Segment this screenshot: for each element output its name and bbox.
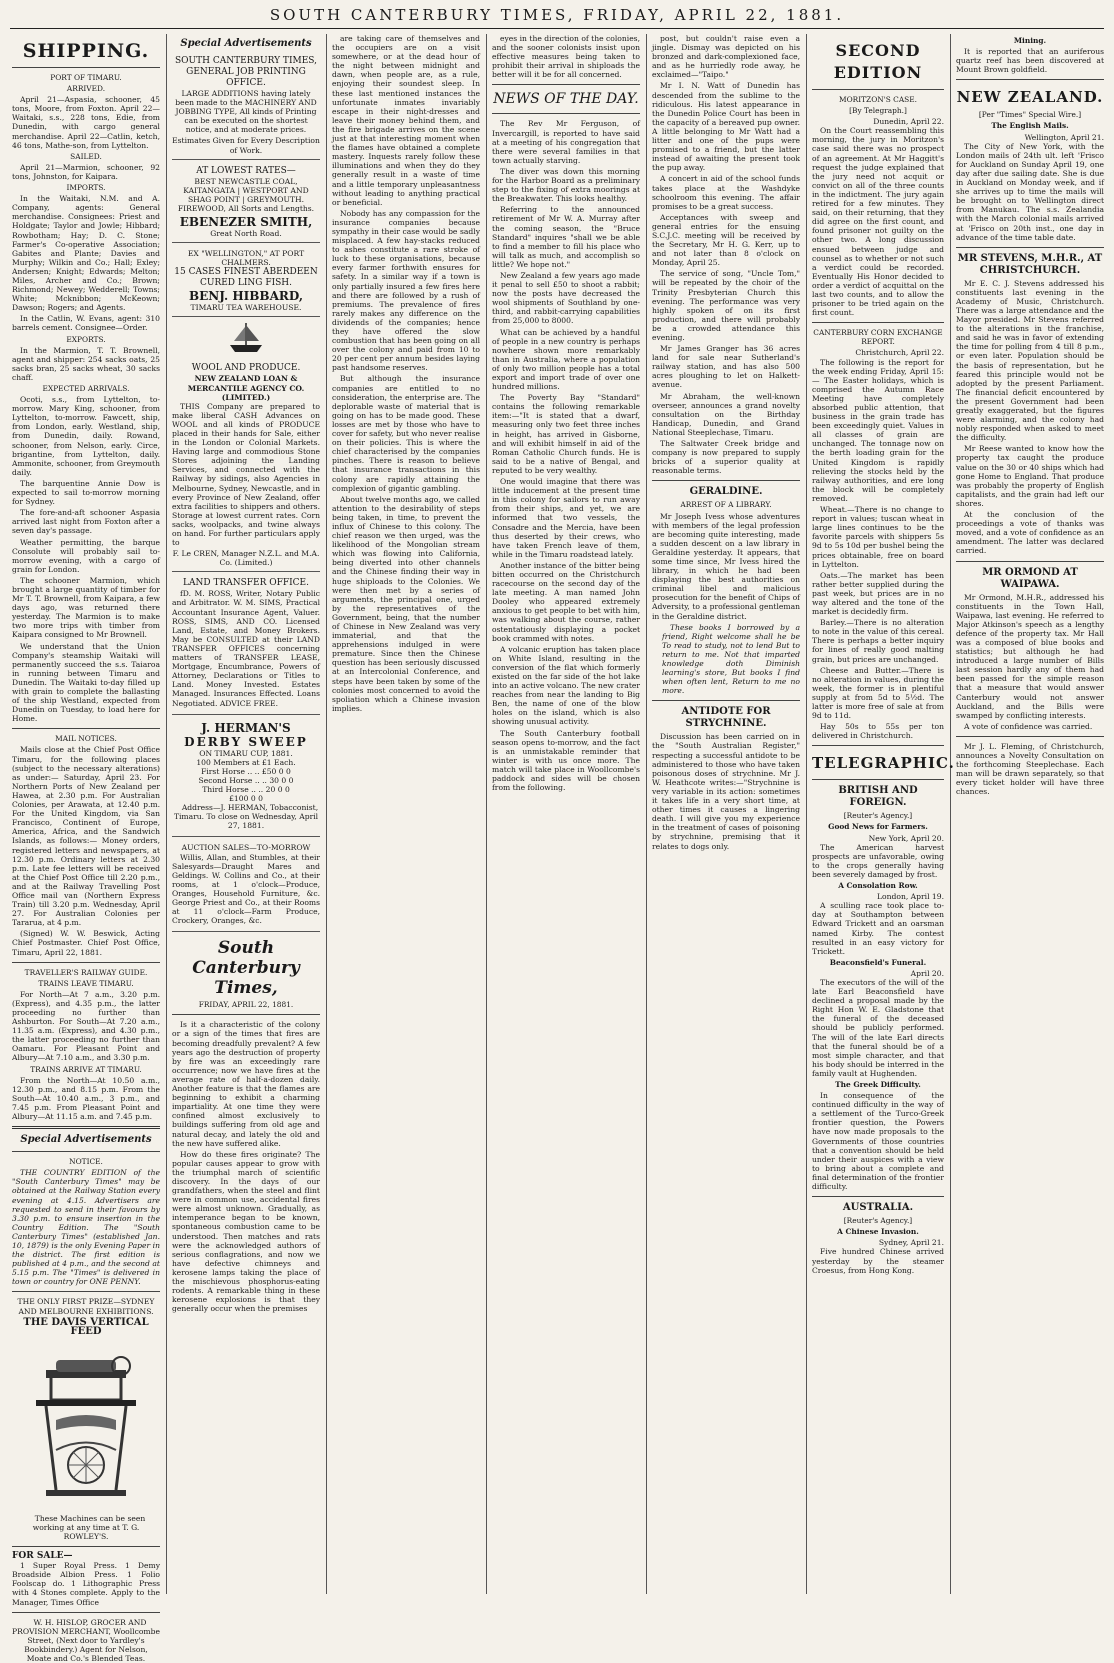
divider	[652, 700, 800, 701]
australia-heading: AUSTRALIA.	[842, 1202, 914, 1214]
leader-paragraph: About twelve months ago, we called attention to the desirability of steps being taken, in time, to prevent the influx of Chinese to this colony. The chief reason we then urged, was the likelihood of the Mongolian stream which was flowing into California, being diverted into other channels and the Chinese finding their way in huge shiploads to the Colonies. We were then met by a series of arguments, the principal one, urged by the representatives of the Government, being, that the number of Chinese in New Zealand was very immaterial, and that the apprehensions indulged in were premature. Since then the Chinese question has been seriously discussed at an Intercolonial Conference, and steps have been taken by some of the colonies most concerned to avoid the spoliation which a Chinese invasion implies.	[332, 494, 480, 713]
news-paragraph: The Poverty Bay "Standard" contains the following remarkable item:—"It is stated that a dwarf, measuring only two feet three inches in height, has arrived in Gisborne, and will exhibit himself in aid of the Roman Catholic Church funds. He is said to be a native of Bengal, and reputed to be very wealthy.	[492, 393, 640, 475]
nzlma-title: NEW ZEALAND LOAN & MERCANTILE AGENCY CO. (LIMITED.)	[187, 374, 305, 402]
news-paragraph: A concert in aid of the school funds takes place at the Washdyke schoolroom this evening. The affair promises to be a great success.	[652, 174, 800, 211]
auction-heading: AUCTION SALES—TO-MORROW	[181, 843, 311, 853]
prize-line: First Horse .. .. £50 0 0	[201, 766, 291, 776]
wool-heading: WOOL AND PRODUCE.	[191, 363, 301, 374]
job-printing-ad	[172, 52, 320, 160]
land-text: fD. M. ROSS, Writer, Notary Public and Arbitrator. W. M. SIMS, Practical Accountant Insurance Agent, Valuer. ROSS, SIMS, AND CO. Licensed Land, Estate, and Money Brokers. May be CONSULTED at their LAND TRANSFER OFFICES concerning matters of TRANSFER LEASE, Mortgage, Encumbrance, Powers of Attorney, Declarations or Titles to Land. Money Invested. Estates Managed. Insurances Effected. Loans Negotiated. ADVICE FREE.	[172, 589, 320, 708]
column-divider	[950, 34, 951, 1594]
dateline: April 20.	[910, 968, 944, 978]
leader-paragraph: But although the insurance companies are entitled to no consideration, the enterprise are. The deplorable waste of material that is going on has to be made good. These losses are met by those who have to cover for safety, but who never realise on their policies. This is where the chief characterised by the companies pinches. There is reason to believe that insurance transactions in this colony are rapidly attaining the complexion of gigantic gambling.	[332, 374, 480, 493]
rail-leave-text: For North—At 7 a.m., 3.20 p.m. (Express), and 4.35 p.m., the latter proceeding no further than Ashburton. For South—At 7.20 a.m., 11.35 a.m. (Express), and 4.30 p.m., the latter proceeding no further than Oamaru. For Pleasant Point and Albury—At 7.10 a.m., and 3.30 p.m.	[12, 989, 160, 1063]
davis-title: THE DAVIS VERTICAL FEED	[23, 1316, 149, 1337]
special-ads-heading: Special Advertisements	[20, 1134, 152, 1146]
news-paragraph: The diver was down this morning for the Harbor Board as a preliminary step to the fixing of extra moorings at the Breakwater. This looks healthy.	[492, 166, 640, 204]
dateline: Sydney, April 21.	[878, 1238, 944, 1248]
imports-heading: IMPORTS.	[66, 183, 106, 193]
corn-text: Oats.—The market has been rather better supplied during the past week, but prices are in no way altered and the tone of the market is decidedly firm.	[812, 570, 944, 617]
news-paragraph: Referring to the announced retirement of Mr W. A. Murray after the coming season, the "Bruce Standard" inquires "shall we be able to find a member to fill his place who will talk as much, and accomplish so little? We hope not."	[492, 205, 640, 269]
geraldine-text: Mr Joseph Ivess whose adventures with members of the legal profession are becoming quite interesting, made a sudden descent on a law library in Geraldine yesterday. It appears, that some time since, Mr Ivess hired the library, in which he had been displaying the best authorities on criminal libel and malicious prosecution for the benefit of Chips of Adversity, to a professional gentleman in the Geraldine district.	[652, 511, 800, 621]
dateline: New York, April 20.	[868, 833, 944, 843]
corn-text: Hay 50s to 55s per ton delivered in Christchurch.	[812, 722, 944, 741]
news-paragraph: Acceptances with sweep and general entries for the ensuing S.C.J.C. meeting will be received by the Secretary, Mr H. G. Kerr, up to and not later than 8 o'clock on Monday, April 25.	[652, 212, 800, 268]
prize-line: Second Horse .. .. 30 0 0	[198, 775, 294, 785]
ling-fish-ad	[172, 245, 320, 317]
port-heading: PORT OF TIMARU.	[50, 73, 122, 82]
divider	[812, 779, 944, 780]
dateline: Wellington, April 21.	[1024, 132, 1104, 142]
stevens-text: At the conclusion of the proceedings a vote of thanks was moved, and a vote of confidence as an amendment. The latter was declared carried.	[956, 510, 1104, 556]
column-divider	[486, 34, 487, 1594]
ormond-text: A vote of confidence was carried.	[964, 721, 1093, 731]
wool-ad	[172, 359, 320, 572]
strychnine-text: Discussion has been carried on in the "South Australian Register," respecting a successful antidote to be administered to those who have taken poisonous doses of strychnine. Mr J. W. Heathcote writes:—"Strychnine is very variable in its action: sometimes it takes life in a very short time, at other times it causes a lingering death. I will give you my experience in the treatment of cases of poisoning by strychnine, premising that it relates to dogs only.	[652, 732, 800, 851]
leader-paragraph: Nobody has any compassion for the insurance companies because sympathy in their case would be sadly misplaced. A few hay-stacks reduced to ashes constitute a rare stroke of luck to these organisations, because every farmer forthwith ensures for safety. In a similar way if a town is only partially insured a few fires here and there are followed by a rush of premiums. The prevalence of fires rarely makes any difference on the dividends of the companies; hence they have offered the slow combustion that has been going on all over the colony and paid from 10 to 20 per cent per annum besides laying past handsome reserves.	[332, 208, 480, 373]
stevens-text: Mr E. C. J. Stevens addressed his constituents last evening in the Academy of Music, Christchurch. There was a large attendance and the Mayor presided. Mr Stevens referred to the alterations in the franchise, and said he was in favor of extending the time for polling from 4 till 8 p.m., or even later. Population should be the basis of representation, but he feared this principle would not be adopted by the present Parliament. The financial deficit encountered by the present Government had been greatly exaggerated, but the figures were alarming, and the colony had nobly responded when asked to meet the difficulty.	[956, 278, 1104, 443]
special-wire-byline: [Per "Times" Special Wire.]	[978, 110, 1082, 120]
divider	[12, 1151, 160, 1152]
column-leader	[332, 34, 480, 1594]
corn-text: Cheese and Butter.—There is no alteration in values, during the week, the former is in plentiful supply at from 5d to 5½d. The latter is more free of sale at from 9d to 11d.	[812, 665, 944, 721]
land-heading: LAND TRANSFER OFFICE.	[183, 578, 309, 589]
divider	[492, 113, 640, 114]
mining-heading: Mining.	[1013, 36, 1047, 45]
auction-ad	[172, 839, 320, 932]
divider	[12, 1291, 160, 1292]
divider	[12, 728, 160, 729]
news-paragraph: Mr James Granger has 36 acres land for sale near Sutherland's railway station, and has also 500 acres ploughing to let on Halkett-avenue.	[652, 344, 800, 390]
row-text: A sculling race took place to-day at Southampton between Edward Trickett and an oarsman named Kirby. The contest resulted in an easy victory for Trickett.	[812, 901, 944, 956]
job-printing-estimates: Estimates Given for Every Description of Work.	[172, 136, 320, 155]
farmers-heading: Good News for Farmers.	[828, 822, 928, 832]
divider	[12, 962, 160, 963]
divider	[812, 745, 944, 746]
news-paragraph: The South Canterbury football season opens to-morrow, and the fact is an unmistakable reminder that winter is with us once more. The match will take place in Woollcombe's paddock and sides will be chosen from the following.	[492, 728, 640, 793]
derby-sweep-ad	[172, 717, 320, 838]
leader-paragraph: are taking care of themselves and the occupiers are on a visit somewhere, or at the dead hour of the night between midnight and dawn, when people are, as a rule, enjoying their soundest sleep. In these last mentioned instances the unfortunate inmates invariably escape in their night-dresses and leave their money behind them, and the fire brigade arrives on the scene just at that interesting moment when the flames have obtained a complete mastery. Inquests rarely follow these illuminations and when they do they generally result in a waste of time and a little temporary unpleasantness without leading to anything practical or beneficial.	[332, 34, 480, 207]
divider	[812, 322, 944, 323]
stevens-heading: MR STEVENS, M.H.R., AT CHRISTCHURCH.	[957, 252, 1103, 276]
news-paragraph: The service of song, "Uncle Tom," will be repeated by the choir of the Trinity Presbyterian Church this evening. The performance was very highly spoken of on its first production, and there will probably be a crowded attendance this evening.	[652, 269, 800, 342]
news-paragraph: The Rev Mr Ferguson, of Invercargill, is reported to have said at a meeting of his congregation that there were several families in that town actually starving.	[492, 119, 640, 165]
geraldine-heading: GERALDINE.	[689, 486, 763, 498]
nzlma-body: THIS Company are prepared to make liberal CASH Advances on WOOL and all kinds of PRODUCE placed in their hands for Sale, either in the London or Colonial Markets. Having large and commodious Stone Stores adjoining the Landing Services, and connected with the Railway by sidings, also Agencies in Melbourne, Sydney, Newcastle, and in every Province of New Zealand, offer extra facilities to shippers and others. Storage at lowest current rates. Corn sacks, woolpacks, and twine always on hand. For further particulars apply to	[172, 401, 320, 548]
prize-heading: THE ONLY FIRST PRIZE—SYDNEY AND MELBOURNE EXHIBITIONS.	[17, 1297, 155, 1316]
sale-text: 1 Super Royal Press. 1 Demy Broadside Albion Press. 1 Folio Foolscap do. 1 Lithographic Press with 4 Stones complete. Apply to the Manager, Times Office	[12, 1561, 160, 1607]
new-zealand-heading: NEW ZEALAND.	[956, 88, 1104, 107]
rail-heading: TRAVELLER'S RAILWAY GUIDE.	[24, 967, 148, 977]
expected-text: Ocoti, s.s., from Lyttelton, to-morrow. Mary King, schooner, from Lyttelton, to-morrow. Fawcett, ship, from London, early. Westland, ship, from Dunedin, daily. Rowand, schooner, from Nelson, early. Circe, brigantine, from Lyttelton, daily. Ammonite, schooner, from Greymouth daily.	[12, 395, 160, 477]
mails-text: The City of New York, with the London mails of 24th ult. left 'Frisco for Auckland on Sunday April 19, one day after due sailing date. She is due in Auckland on Monday week, and if she arrives up to time the mails will be brought on to Wellington direct from Manukau. The s.s. Zealandia with the March colonial mails arrived at 'Frisco on 20th inst., one day in advance of the time table date.	[956, 141, 1104, 242]
byline: [By Telegraph.]	[849, 106, 907, 116]
news-paragraph: A volcanic eruption has taken place on White Island, resulting in the conversion of the flat which formerly existed on the far side of the hot lake into an active volcano. The new crater reaches from near the landing to Big Ben, the name of one of the blow holes on the island, which is also showing unusual activity.	[492, 644, 640, 727]
moritzon-heading: MORITZON'S CASE.	[839, 95, 917, 104]
news-paragraph: The Saltwater Creek bridge and company is now prepared to supply bricks of a superior quality at reasonable terms.	[652, 439, 800, 476]
ship-icon	[172, 321, 320, 355]
divider	[172, 1014, 320, 1015]
sweep-members: 100 Members at £1 Each.	[196, 757, 296, 767]
strychnine-heading: ANTIDOTE FOR STRYCHNINE.	[681, 706, 771, 730]
column-divider	[326, 34, 327, 1594]
stevens-text: Mr Reese wanted to know how the property tax caught the produce value on the 30 or 40 ships which had gone Home to England. That produce was probably the property of English capitalists, and the grain had left our shores.	[956, 444, 1104, 508]
ebenezer-address: Great North Road.	[210, 229, 282, 239]
geraldine-subheading: ARREST OF A LIBRARY.	[680, 500, 772, 510]
sailed-text: April 21—Marmion, schooner, 92 tons, Johnston, for Kaipara.	[12, 162, 160, 181]
mails-heading: The English Mails.	[991, 121, 1069, 131]
divider	[812, 89, 944, 90]
ormond-text: Mr Ormond, M.H.R., addressed his constituents in the Town Hall, Waipawa, last evening. He referred to Major Atkinson's speech as a lengthy defence of the property tax. Mr Hall was a composed of blue books and statistics; but although he had introduced a large number of Bills last session hardly any of them had been passed for the simple reason that a measure that would answer Canterbury would not answer Auckland, and the Bills were swamped by conflicting interests.	[956, 592, 1104, 720]
chinese-heading: A Chinese Invasion.	[837, 1227, 919, 1237]
sweep-subtitle: ON TIMARU CUP, 1881.	[199, 748, 293, 758]
dateline: London, April 19.	[877, 892, 944, 902]
dateline: Dunedin, April 22.	[873, 117, 944, 127]
notice-text: THE COUNTRY EDITION of the "South Canterbury Times" may be obtained at the Railway Station every evening at 4.15. Advertisers are requested to send in their favours by 3.30 p.m. to ensure insertion in the Country Edition. The "South Canterbury Times" (established Jan. 10, 1879) is the only Evening Paper in the district. The first edition is published at 4 p.m., and the second at 5.15 p.m. The "Times" is delivered in town or country for ONE PENNY.	[12, 1168, 160, 1287]
rail-leave-heading: TRAINS LEAVE TIMARU.	[38, 978, 134, 988]
news-paragraph: Mr I. N. Watt of Dunedin has descended from the sublime to the ridiculous. His latest appearance in the Dunedin Police Court has been in the capacity of a bereaved pup owner. A little belonging to Mr Watt had a litter and one of the pups were promised to a friend, but the latter instead of awaiting the present took the pup away.	[652, 81, 800, 173]
column-second-edition	[812, 34, 955, 1594]
nzlma-signature: F. Le CREN, Manager N.Z.L. and M.A. Co. (Limited.)	[172, 549, 320, 568]
news-paragraph: Another instance of the bitter being bitten occurred on the Christchurch racecourse on the second day of the late meeting. A man named John Dooley who appeared extremely anxious to get people to bet with him, was walking about the course, rather ostentatiously displaying a pocket book crammed with notes.	[492, 560, 640, 643]
hislop-ad: W. H. HISLOP, GROCER AND PROVISION MERCHANT, Woollcombe Street, (Next door to Yardley's Bookbindery.) Agent for Nelson, Moate and Co.'s Blended Teas.	[12, 1617, 160, 1663]
herman-heading: J. HERMAN'S	[201, 720, 291, 735]
ormond-heading: MR ORMOND AT WAIPAWA.	[982, 566, 1078, 590]
exports-heading: EXPORTS.	[66, 334, 106, 344]
rail-arrive-text: From the North—At 10.50 a.m., 12.30 p.m., and 8.15 p.m. From the South—At 10.40 a.m., 3 p.m., and 7.45 p.m. From Pleasant Point and Albury—At 11.15 a.m. and 7.45 p.m.	[12, 1075, 160, 1122]
reuters-byline: [Reuter's Agency.]	[843, 1216, 913, 1226]
hibbard-address: TIMARU TEA WAREHOUSE.	[190, 303, 302, 313]
leader-paragraph: Is it a characteristic of the colony or a sign of the times that fires are becoming dreadfully prevalent? A few years ago the destruction of property by fire was an exceedingly rare occurrence; now we have fires at the average rate of half-a-dozen daily. Another feature is that the flames are beginning to exhibit a charming impartiality. At one time they were confined almost exclusively to buildings suffering from old age and natural decay, and lately the old and the new have suffered alike.	[172, 1020, 320, 1148]
coal-ad	[172, 162, 320, 243]
news-paragraph: eyes in the direction of the colonies, and the sooner colonists insist upon effective measures being taken to prohibit their arrival in shiploads the better will it be for all concerned.	[492, 34, 640, 80]
farmers-text: The American harvest prospects are unfavorable, owing to the crops generally having been severely damaged by frost.	[812, 842, 944, 879]
mining-text: It is reported that an auriferous quartz reef has been discovered at Mount Brown goldfield.	[956, 47, 1104, 75]
greek-text: In consequence of the continued difficulty in the way of a settlement of the Turco-Greek frontier question, the Powers have now made proposals to the Governments of those countries that a convention should be held under their auspices with a view to bring about a complete and final determination of the frontier difficulty.	[812, 1091, 944, 1192]
sweep-address: Address—J. HERMAN, Tobacconist, Timaru. To close on Wednesday, April 27, 1881.	[173, 803, 319, 831]
fleming-text: Mr J. L. Fleming, of Christchurch, announces a Novelty Consultation on the forthcoming Steeplechase. Each man will be drawn separately, so that every ticket holder will have three chances.	[956, 741, 1104, 797]
benj-hibbard: BENJ. HIBBARD,	[188, 289, 304, 304]
flag-date: FRIDAY, APRIL 22, 1881.	[198, 1000, 294, 1010]
mail-heading: MAIL NOTICES.	[55, 734, 117, 744]
news-paragraph: New Zealand a few years ago made it penal to sell £50 to shoot a rabbit; now the posts have decreased the wool shipments of Southland by one-third, and rabbit-carrying capabilities from 25,000 to 8000.	[492, 270, 640, 326]
chinese-text: Five hundred Chinese arrived yesterday by the steamer Croesus, from Hong Kong.	[812, 1247, 944, 1275]
corn-text: The following is the report for the week ending Friday, April 15:— The Easter holidays, which is comprised the Autumn Race Meeting have completely absorbed public attention, that business in the grain trade has been exceedingly quiet. Values in all classes of grain are unchanged. The tonnage now on the berth loading grain for the United Kingdom is rapidly relieving the stocks held by the railway authorities, and ere long the block will be completely removed.	[812, 357, 944, 503]
column-new-zealand	[956, 34, 1104, 1594]
mail-text: Mails close at the Chief Post Office Timaru, for the following places (subject to the necessary alterations) as under:— Saturday, April 23. For Northern Ports of New Zealand per Hawea, at 2.30 p.m. For Australian Colonies, per Arawata, at 12.40 p.m. For the United Kingdom, via San Francisco, Continent of Europe, America, Africa, and the Sandwich Islands, as follows:— Money orders, registered letters and newspapers, at 12.30 p.m. Ordinary letters at 2.30 p.m. Late fee letters will be received at the Chief Post Office till 2.20 p.m., and at the Railway Travelling Post Office mail van (Northern Express Train) till 3.20 p.m. Wednesday, April 27. For Australian Colonies per Tararua, at 4 p.m.	[12, 745, 160, 928]
divider	[492, 84, 640, 85]
newspaper-flag: South Canterbury Times,	[192, 938, 300, 999]
shipping-paragraph: The fore-and-aft schooner Aspasia arrived last night from Foxton after a seven day's passage.	[12, 508, 160, 536]
imports-text-2: In the Catlin, W. Evans, agent: 310 barrels cement. Consignee—Order.	[12, 314, 160, 333]
column-shipping	[12, 34, 160, 1663]
job-printing-title: SOUTH CANTERBURY TIMES, GENERAL JOB PRINTING OFFICE.	[174, 56, 317, 88]
expected-heading: EXPECTED ARRIVALS.	[42, 384, 130, 393]
shipping-paragraph: We understand that the Union Company's steamship Waitaki will permanently succeed the s.s. Taiaroa in running between Timaru and Dunedin. The Waitaki to-day filled up with grain to complete the ballasting of the ship Westland, expected from Dunedin on Tuesday, to load here for Home.	[12, 641, 160, 724]
news-paragraph: post, but couldn't raise even a jingle. Dismay was depicted on his bronzed and dark-complexioned face, and as he hurriedly rode away, he exclaimed—"Taipo."	[652, 34, 800, 80]
arrived-text: April 21—Aspasia, schooner, 45 tons, Moore, from Foxton. April 22—Waitaki, s.s., 228 tons, Edie, from Dunedin, with cargo general merchandise. April 22—Catlin, ketch, 46 tons, Mathe-son, from Lyttelton.	[12, 95, 160, 150]
land-transfer-ad	[172, 574, 320, 714]
shipping-paragraph: Weather permitting, the barque Consolute will probably sail to-morrow evening, with a cargo of grain for London.	[12, 537, 160, 574]
sailed-heading: SAILED.	[70, 151, 102, 161]
corn-text: Wheat.—There is no change to report in values; tuscan wheat in large lines continues to be the favorite parcels with shippers 5s 9d to 5s 10d per bushel being the prices obtainable, free on board in Lyttelton.	[812, 505, 944, 569]
masthead-rule	[10, 28, 1104, 29]
greek-heading: The Greek Difficulty.	[835, 1080, 921, 1089]
shipping-paragraph: The schooner Marmion, which brought a large quantity of timber for Mr T. T. Brownell, from Kaipara, a few days ago, was returned there yesterday. The Marmion is to make two more trips with timber from Kaipara consigned to Mr Brownell.	[12, 575, 160, 640]
job-printing-body: LARGE ADDITIONS having lately been made to the MACHINERY AND JOBBING TYPE, All kinds of Printing can be executed on the shortest notice, and at moderate prices.	[175, 89, 317, 135]
corn-text: Barley.—There is no alteration to note in the value of this cereal. There is perhaps a better inquiry for lines of really good malting grain, but prices are unchanged.	[812, 618, 944, 664]
divider	[12, 1612, 160, 1613]
divider	[956, 736, 1104, 737]
coal-heading: AT LOWEST RATES—	[196, 165, 296, 176]
moritzon-text: On the Court reassembling this morning, the jury in Moritzon's case said there was no prospect of an agreement. At Mr Haggitt's request the judge explained that the jury need not acquit or convict on all of the three counts in the indictment. The jury again retired for a few minutes. They said, on their returning, that they did agree on the first count, and found prisoner not guilty on the other two. A long discussion ensued between judge and counsel as to whether or not such a verdict could be recorded. Eventually His Honor decided to order a verdict of acquittal on the last two counts, and to allow the prisoner to be tried again on the first count.	[812, 126, 944, 318]
telegraphic-heading: TELEGRAPHIC.	[812, 754, 955, 773]
funeral-text: The executors of the will of the late Earl Beaconsfield have declined a proposal made by the Right Hon W. E. Gladstone that the funeral of the deceased should be publicly performed. The will of the late Earl directs that the funeral should be of a most simple character, and that his body should be interred in the family vault at Hughenden.	[812, 977, 944, 1078]
column-advertisements	[172, 34, 320, 1594]
news-paragraph: What can be achieved by a handful of people in a new country is perhaps nowhere shown more remarkably than in Australia, where a population of only two million people has a total export and import trade of over one hundred millions.	[492, 327, 640, 392]
divider	[956, 79, 1104, 80]
prize-line: Third Horse .. .. 20 0 0	[202, 784, 290, 794]
ling-heading: EX "WELLINGTON," AT PORT CHALMERS.	[187, 249, 305, 268]
coal-text: BEST NEWCASTLE COAL, KAITANGATA | WESTPORT AND SHAG POINT | GREYMOUTH. FIREWOOD, All Sorts and Lengths.	[177, 176, 315, 213]
masthead: SOUTH CANTERBURY TIMES, FRIDAY, APRIL 22, 1881.	[269, 6, 845, 24]
davis-caption: These Machines can be seen working at any time at T. G. ROWLEY'S.	[32, 1513, 146, 1541]
derby-sweep-title: DERBY SWEEP	[184, 734, 308, 749]
notice-heading: NOTICE.	[69, 1157, 103, 1167]
rail-arrive-heading: TRAINS ARRIVE AT TIMARU.	[30, 1064, 142, 1074]
ling-text: 15 CASES FINEST ABERDEEN CURED LING FISH.	[174, 267, 318, 289]
arrived-heading: ARRIVED.	[66, 84, 106, 94]
corn-heading: CANTERBURY CORN EXCHANGE REPORT.	[813, 328, 943, 347]
shipping-paragraph: The barquentine Annie Dow is expected to sail to-morrow morning for Sydney.	[12, 478, 160, 507]
row-heading: A Consolation Row.	[838, 881, 918, 891]
divider	[12, 1546, 160, 1547]
leader-paragraph: How do these fires originate? The popular causes appear to grow with the triumphal march of scientific discovery. In the days of our grandfathers, when the steel and flint were in common use, accidental fires were almost unknown. Gradually, as intemperance began to be known, spontaneous combustion came to be understood. Then matches and rats were the acknowledged authors of serious conflagrations, and now we have defective chimneys and kerosene lamps taking the place of the mischievous phosphorus-eating rodents. A remarkable thing in these kerosene explosions is that they generally occur when the premises	[172, 1149, 320, 1314]
british-foreign-heading: BRITISH AND FOREIGN.	[838, 785, 918, 809]
ebenezer-smith: EBENEZER SMITH,	[179, 215, 313, 230]
mail-signature: (Signed) W. W. Beswick, Acting Chief Postmaster. Chief Post Office, Timaru, April 22, 1881.	[12, 929, 160, 957]
news-heading: NEWS OF THE DAY.	[493, 91, 639, 108]
divider	[956, 561, 1104, 562]
sewing-machine-illustration	[12, 1340, 160, 1510]
column-news	[492, 34, 640, 1594]
divider	[812, 1196, 944, 1197]
column-divider	[166, 34, 167, 1594]
news-paragraph: Mr Abraham, the well-known overseer, announces a grand novelty consultation on the Birthday Handicap, Dunedin, and Grand National Steeplechase, Timaru.	[652, 391, 800, 437]
exports-text: In the Marmion, T. T. Brownell, agent and shipper: 254 sacks oats, 25 sacks bran, 25 sacks wheat, 30 sacks chaff.	[12, 345, 160, 382]
funeral-heading: Beaconsfield's Funeral.	[829, 957, 927, 967]
prize-total: £100 0 0	[229, 794, 263, 804]
dateline: Christchurch, April 22.	[855, 348, 944, 358]
divider	[956, 247, 1104, 248]
special-ads-heading: Special Advertisements	[180, 38, 312, 49]
news-paragraph: One would imagine that there was little inducement at the present time in this colony for sailors to run away from their ships, and yet, we are informed that two vessels, the Consadre and the Mercia, have been thus deserted by their crews, who have taken French leave of them, while in the Timaru roadstead lately.	[492, 477, 640, 559]
auction-text: Willis, Allan, and Stumbles, at their Salesyards—Draught Mares and Geldings. W. Collins and Co., at their rooms, at 1 o'clock—Produce, Oranges, Household Furniture, &c. George Priest and Co., at their Rooms at 11 o'clock—Farm Produce, Crockery, Oranges, &c.	[172, 852, 320, 926]
column-divider	[806, 34, 807, 1594]
column-local	[652, 34, 800, 1594]
column-divider	[646, 34, 647, 1594]
divider	[12, 1126, 160, 1129]
poem: These books I borrowed by a friend, Right welcome shall he be To read to study, not to lend But to return to me. Not that imparted knowledge doth Diminish learning's store, But books I find when often lent, Return to me no more.	[662, 622, 800, 696]
second-edition-heading: SECOND EDITION	[833, 41, 923, 82]
sale-heading: FOR SALE—	[12, 1551, 73, 1562]
shipping-heading: SHIPPING.	[22, 40, 150, 62]
imports-text: In the Waitaki, N.M. and A. Company, agents: General merchandise. Consignees: Priest and Holdgate; Taylor and Jowle; Hibbard; Rowbotham; Hay; D. C. Stone; Farmer's Co-operative Association; Gabites and Plante; Davies and Murphy; Wilkin and Co.; Hall; Exley; Andersen; Knight; Edwards; Melton; Miles, Archer and Co.; Brown; Richmond; Newey; Wedderell; Towns; White; Mcknibbon; McKeown; Dawson; Rogers; and Agents.	[12, 194, 160, 313]
divider	[652, 480, 800, 481]
reuters-byline: [Reuter's Agency.]	[843, 811, 913, 821]
divider	[12, 67, 160, 68]
